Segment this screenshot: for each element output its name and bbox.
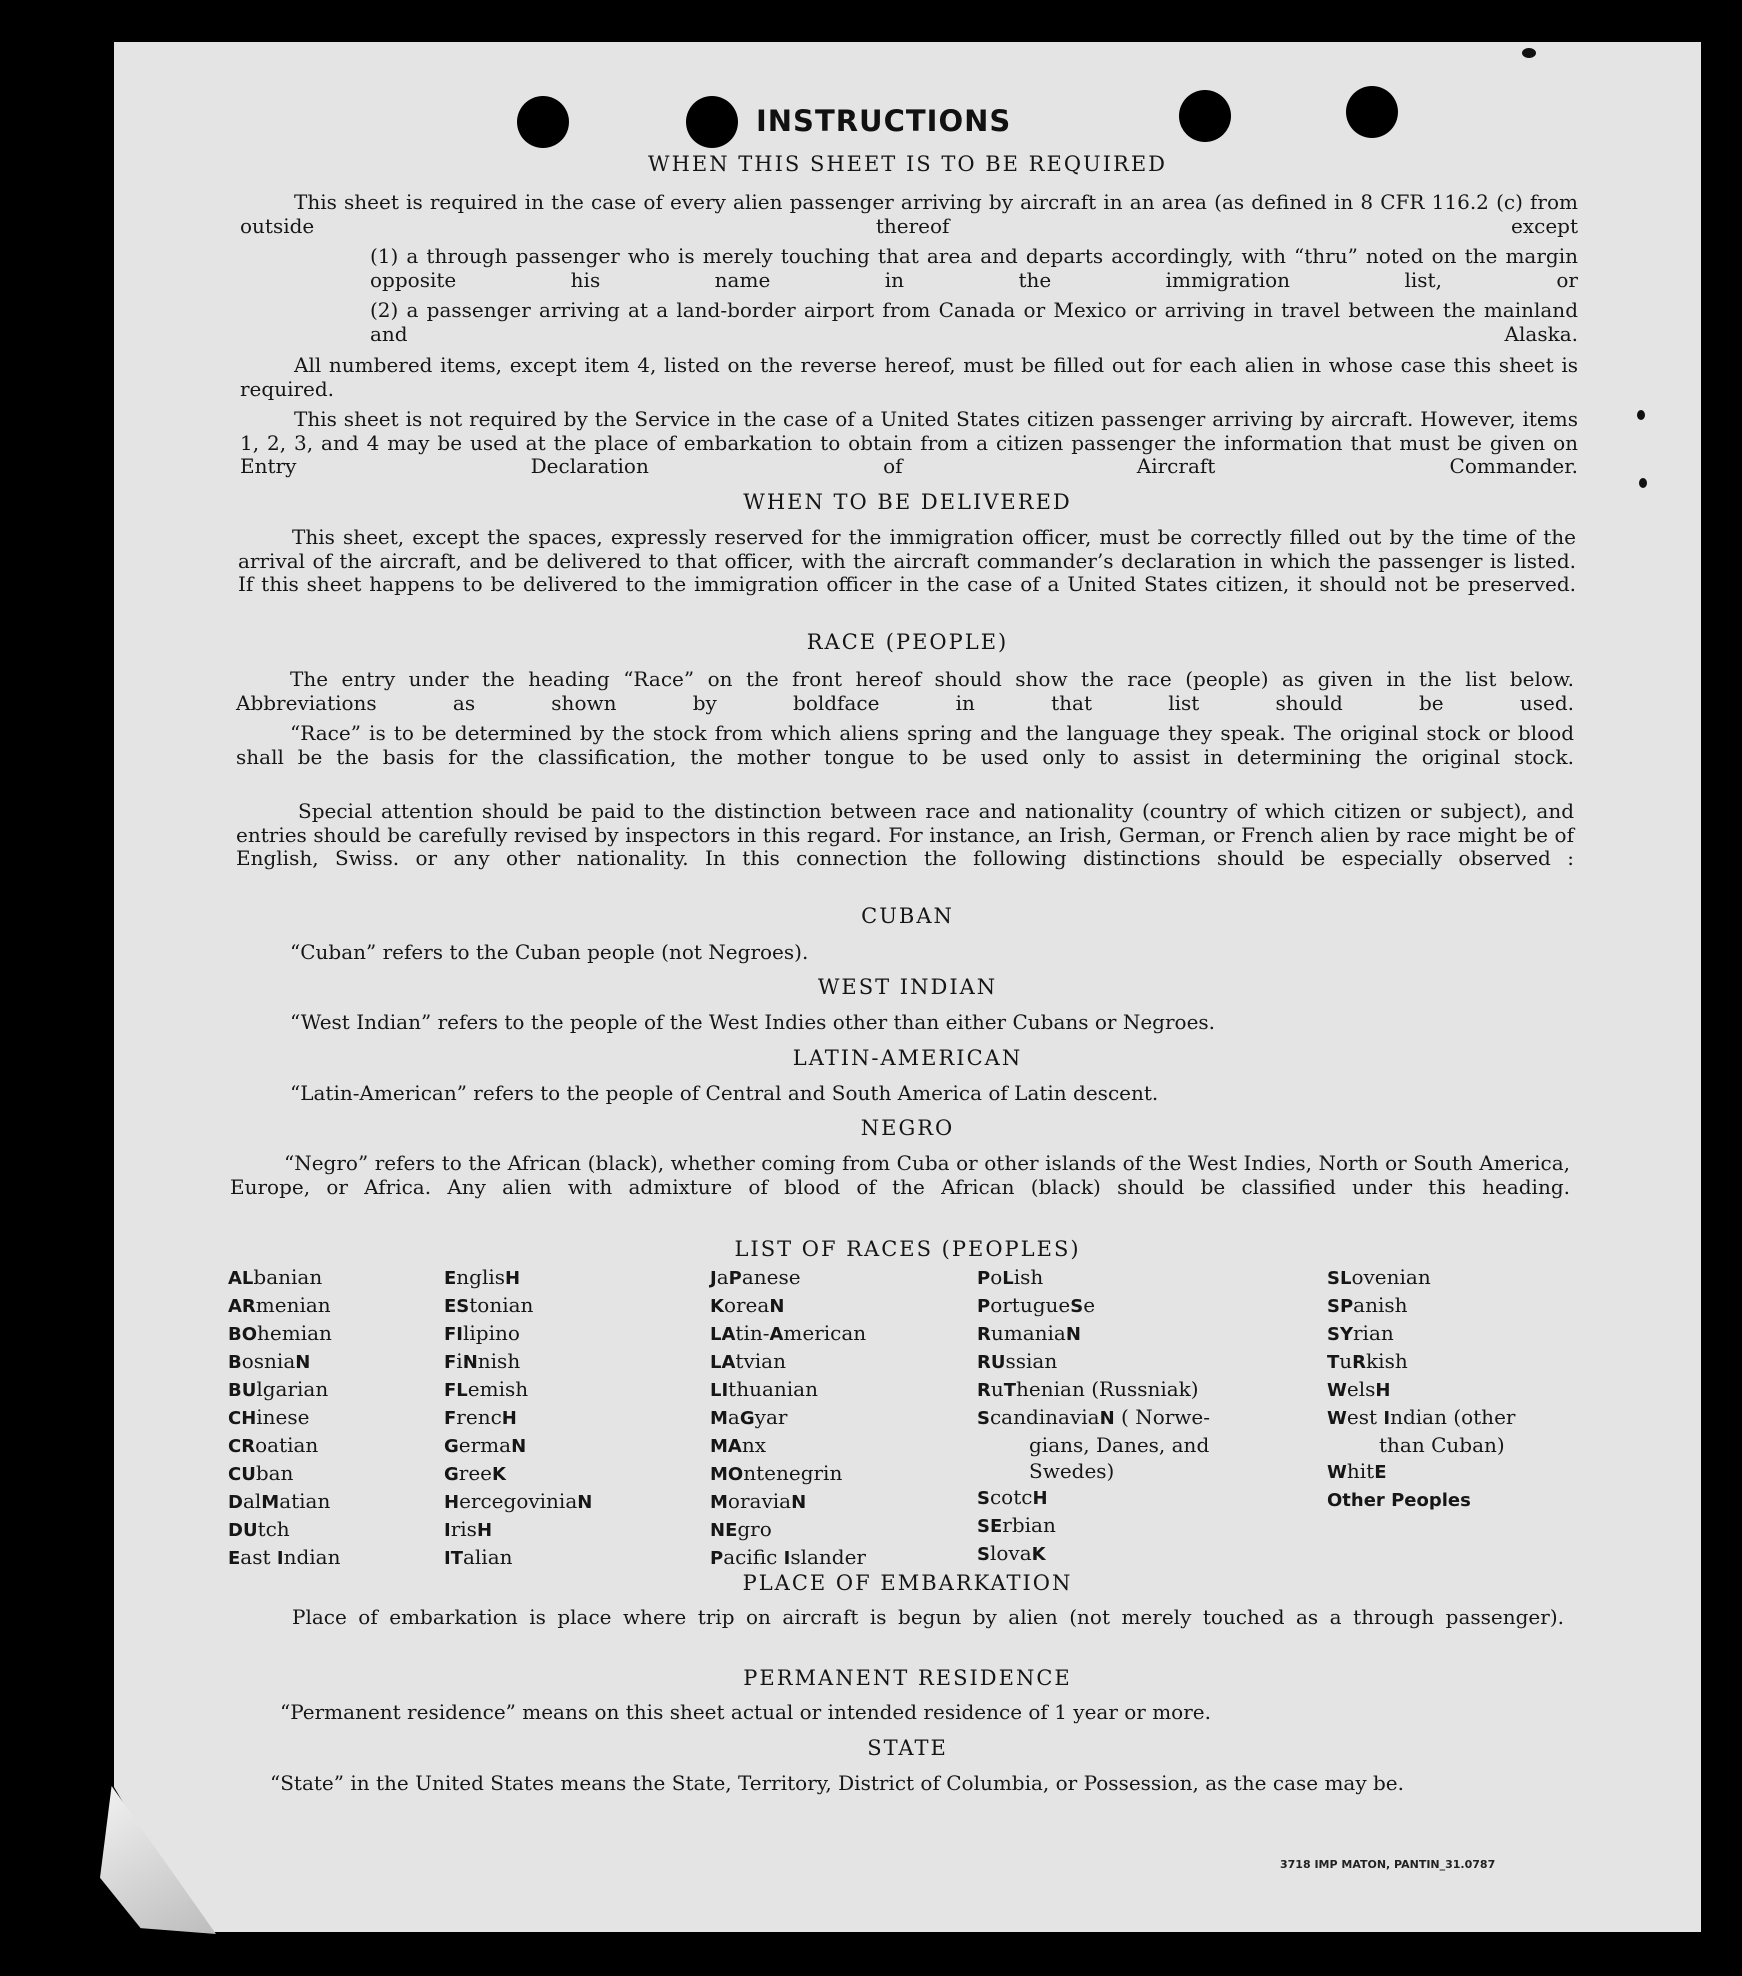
race-name-part: tvian (735, 1349, 786, 1373)
race-name-part: Swedes) (1029, 1459, 1115, 1483)
heading-permanent-residence: PERMANENT RESIDENCE (743, 1666, 1072, 1690)
race-entry (710, 1404, 866, 1432)
race-abbreviation: CU (228, 1464, 256, 1485)
race-abbreviation: G (444, 1436, 459, 1457)
race-abbreviation: D (228, 1492, 243, 1513)
race-name-part: oravia (727, 1489, 792, 1513)
race-abbreviation: CH (228, 1408, 257, 1429)
race-abbreviation: J (710, 1268, 717, 1289)
paragraph-race-entry: The entry under the heading “Race” on the front hereof should show the race (people) as given in the list below. Abbreviations as shown by boldface in that list should be used. (236, 667, 1574, 715)
race-abbreviation: P (977, 1268, 991, 1289)
race-name-part: tin- (735, 1321, 770, 1345)
race-entry (228, 1376, 340, 1404)
race-entry (977, 1404, 1210, 1432)
race-name-part: ban (255, 1461, 294, 1485)
race-abbreviation: M (261, 1492, 280, 1513)
race-abbreviation: DU (228, 1520, 258, 1541)
race-abbreviation: E (444, 1268, 457, 1289)
race-entry (977, 1292, 1210, 1320)
race-name-part: nish (477, 1349, 521, 1373)
paragraph-requirement: This sheet is required in the case of every alien passenger arriving by aircraft in an area (as defined in 8 CFR 116.2 (c) from outside thereof except (240, 190, 1578, 238)
race-entry (444, 1432, 592, 1460)
race-abbreviation: W (1327, 1380, 1347, 1401)
race-name-part: banian (253, 1265, 323, 1289)
paragraph-race-determination: “Race” is to be determined by the stock from which aliens spring and the language they speak. The original stock or blood shall be the basis for the classification, the mother tongue to be used only to assist in determining the original stock. (236, 721, 1574, 769)
race-entry (444, 1376, 592, 1404)
race-entry (444, 1264, 592, 1292)
race-abbreviation: AR (228, 1296, 256, 1317)
race-name-part: lipino (463, 1321, 520, 1345)
race-entry (228, 1320, 340, 1348)
race-entry (228, 1432, 340, 1460)
race-name-part: emish (467, 1377, 529, 1401)
race-entry (228, 1488, 340, 1516)
race-abbreviation: P (710, 1548, 724, 1569)
race-name-part: ( Norwe- (1114, 1405, 1211, 1429)
race-abbreviation: R (977, 1380, 991, 1401)
race-abbreviation: H (476, 1520, 493, 1541)
paragraph-place: Place of embarkation is place where trip on aircraft is begun by alien (not merely touched as a through passenger). (292, 1605, 1564, 1629)
race-abbreviation: N (295, 1352, 311, 1373)
race-name-part: acific (723, 1545, 784, 1569)
race-name-part: rbian (1002, 1513, 1056, 1537)
race-abbreviation: I (276, 1548, 284, 1569)
race-name-part: ndian (283, 1545, 341, 1569)
race-entry (444, 1544, 592, 1572)
race-entry (710, 1264, 866, 1292)
speck (1522, 48, 1536, 58)
heading-cuban: CUBAN (861, 904, 954, 928)
paragraph-residence: “Permanent residence” means on this sheet actual or intended residence of 1 year or more. (280, 1700, 1211, 1724)
race-name-part: erma (458, 1433, 512, 1457)
heading-west-indian: WEST INDIAN (817, 975, 998, 999)
race-entry (710, 1460, 866, 1488)
race-abbreviation: H (1375, 1380, 1391, 1401)
race-name-part: est (1346, 1405, 1384, 1429)
race-abbreviation: I (444, 1520, 451, 1541)
race-abbreviation: LI (710, 1380, 729, 1401)
race-abbreviation: P (728, 1268, 742, 1289)
race-abbreviation: CR (228, 1436, 256, 1457)
race-entry (977, 1458, 1210, 1484)
race-abbreviation: S (977, 1544, 990, 1565)
exception-item-1: (1) a through passenger who is merely touching that area and departs accordingly, with “thru” noted on the margin opposite his name in the immigration list, or (370, 244, 1578, 292)
race-name-part: yar (754, 1405, 788, 1429)
race-entry (710, 1320, 866, 1348)
race-entry (710, 1432, 866, 1460)
race-abbreviation: N (1065, 1324, 1081, 1345)
race-name-part: e (1083, 1293, 1096, 1317)
race-name-part: a (716, 1265, 729, 1289)
race-abbreviation: H (1032, 1488, 1048, 1509)
race-abbreviation: SE (977, 1516, 1003, 1537)
race-name-part: o (990, 1265, 1003, 1289)
race-name-part: ssian (1005, 1349, 1058, 1373)
race-name-part: osnia (241, 1349, 296, 1373)
race-abbreviation: LA (710, 1352, 736, 1373)
race-name-part: ris (450, 1517, 477, 1541)
race-name-part: slander (790, 1545, 866, 1569)
race-name-part: nx (741, 1433, 767, 1457)
paragraph-citizen: This sheet is not required by the Service in the case of a United States citizen passenger arriving by aircraft. However, items 1, 2, 3, and 4 may be used at the place of embarkation to obtain from a citizen passenger the information that must be given on Entry Declaration of Aircraft Commander. (240, 407, 1578, 478)
race-name-part: inese (256, 1405, 310, 1429)
race-abbreviation: FI (444, 1324, 463, 1345)
race-abbreviation: F (444, 1352, 457, 1373)
race-entry (228, 1264, 340, 1292)
paragraph-race-nationality: Special attention should be paid to the distinction between race and nationality (country of which citizen or subject), and entries should be carefully revised by inspectors in this regard. For instance, an Irish, German, or French alien by race might be of English, Swiss. or any other nationality. In this connection the following distinctions should be especially observed : (236, 799, 1574, 870)
race-entry (444, 1292, 592, 1320)
race-abbreviation: SL (1327, 1268, 1352, 1289)
race-name-part: hit (1346, 1459, 1375, 1483)
paragraph-numbered-items: All numbered items, except item 4, listed on the reverse hereof, must be filled out for each alien in whose case this sheet is required. (240, 353, 1578, 401)
race-name-part: renc (456, 1405, 502, 1429)
race-entry (1327, 1320, 1515, 1348)
race-entry (710, 1544, 866, 1572)
race-name-part: cotc (989, 1485, 1033, 1509)
race-abbreviation: M (710, 1408, 728, 1429)
race-name-part: al (242, 1489, 262, 1513)
paragraph-delivery: This sheet, except the spaces, expressly reserved for the immigration officer, must be correctly filled out by the time of the arrival of the aircraft, and be delivered to that officer, with the aircraft commander’s declaration in which the passenger is listed. If this sheet happens to be delivered to the immigration officer in the case of a United States citizen, it should not be preserved. (238, 525, 1576, 596)
race-abbreviation: N (791, 1492, 807, 1513)
race-name-part: gians, Danes, and (1029, 1433, 1210, 1457)
race-abbreviation: A (769, 1324, 784, 1345)
race-name-part: ntenegrin (743, 1461, 843, 1485)
race-abbreviation: NE (710, 1520, 738, 1541)
heading-when-required: WHEN THIS SHEET IS TO BE REQUIRED (647, 152, 1168, 176)
race-name-part: lova (989, 1541, 1032, 1565)
race-entry (977, 1432, 1210, 1458)
race-name-part: ndian (other (1390, 1405, 1516, 1429)
race-entry (444, 1320, 592, 1348)
race-entry (977, 1264, 1210, 1292)
race-name-part: gro (737, 1517, 772, 1541)
race-name-part: menian (255, 1293, 331, 1317)
race-entry (444, 1516, 592, 1544)
heading-place-of-embarkation: PLACE OF EMBARKATION (742, 1571, 1073, 1595)
race-abbreviation: G (739, 1408, 755, 1429)
races-column-3 (710, 1264, 866, 1572)
heading-race: RACE (PEOPLE) (806, 630, 1009, 654)
race-entry (444, 1460, 592, 1488)
race-name-part: kish (1366, 1349, 1408, 1373)
race-abbreviation: N (462, 1352, 478, 1373)
race-entry (228, 1348, 340, 1376)
race-entry (228, 1544, 340, 1572)
race-abbreviation: S (977, 1488, 990, 1509)
race-abbreviation: K (710, 1296, 724, 1317)
paragraph-negro: “Negro” refers to the African (black), whether coming from Cuba or other islands of the West Indies, North or South America, Europe, or Africa. Any alien with admixture of blood of the African (black) should be classified under this heading. (230, 1151, 1570, 1199)
page-title: INSTRUCTIONS (756, 104, 1012, 138)
race-name-part: hemian (257, 1321, 332, 1345)
punch-hole (686, 96, 738, 148)
race-abbreviation: FL (444, 1380, 468, 1401)
print-code: 3718 IMP MATON, PANTIN_31.0787 (1280, 1858, 1496, 1871)
race-entry (710, 1516, 866, 1544)
race-abbreviation: BO (228, 1324, 258, 1345)
heading-state: STATE (867, 1736, 948, 1760)
race-entry (1327, 1292, 1515, 1320)
race-name-part: thuanian (728, 1377, 818, 1401)
race-name-part: tonian (469, 1293, 534, 1317)
race-abbreviation: H (501, 1408, 517, 1429)
race-name-part: els (1346, 1377, 1376, 1401)
race-entry (1327, 1432, 1515, 1458)
race-abbreviation: MA (710, 1436, 742, 1457)
race-abbreviation: SP (1327, 1296, 1354, 1317)
race-name-part: oatian (255, 1433, 319, 1457)
race-entry (1327, 1264, 1515, 1292)
race-entry (977, 1484, 1210, 1512)
race-entry (228, 1292, 340, 1320)
race-abbreviation: AL (228, 1268, 254, 1289)
exception-item-2: (2) a passenger arriving at a land-border airport from Canada or Mexico or arriving in travel between the mainland and Alaska. (370, 298, 1578, 346)
race-abbreviation: K (492, 1464, 506, 1485)
race-name-part: than Cuban) (1379, 1433, 1505, 1457)
race-abbreviation: SY (1327, 1324, 1353, 1345)
race-abbreviation: BU (228, 1380, 257, 1401)
speck (1637, 410, 1645, 420)
race-abbreviation: T (1003, 1380, 1017, 1401)
race-entry (1327, 1348, 1515, 1376)
race-entry (977, 1376, 1210, 1404)
race-name-part: merican (783, 1321, 867, 1345)
punch-hole (1179, 90, 1231, 142)
paragraph-state: “State” in the United States means the State, Territory, District of Columbia, or Possession, as the case may be. (270, 1771, 1404, 1795)
race-abbreviation: E (228, 1548, 241, 1569)
speck (1639, 478, 1647, 488)
paragraph-west-indian: “West Indian” refers to the people of the West Indies other than either Cubans or Negroes. (290, 1010, 1216, 1034)
race-entry (710, 1488, 866, 1516)
race-abbreviation: I (1383, 1408, 1391, 1429)
race-name-part: rian (1353, 1321, 1394, 1345)
race-abbreviation: S (1070, 1296, 1084, 1317)
races-column-5 (1327, 1264, 1515, 1514)
race-name-part: a (727, 1405, 740, 1429)
race-abbreviation: G (444, 1464, 459, 1485)
race-abbreviation: M (710, 1492, 728, 1513)
race-abbreviation: LA (710, 1324, 736, 1345)
race-name-part: u (990, 1377, 1004, 1401)
race-name-part: tch (257, 1517, 290, 1541)
race-name-part: ovenian (1351, 1265, 1431, 1289)
race-name-part: candinavia (989, 1405, 1100, 1429)
race-abbreviation: B (228, 1352, 242, 1373)
race-abbreviation: L (1002, 1268, 1014, 1289)
race-name-part: orea (723, 1293, 770, 1317)
paragraph-cuban: “Cuban” refers to the Cuban people (not Negroes). (290, 940, 809, 964)
races-column-2 (444, 1264, 592, 1572)
race-abbreviation: T (1327, 1352, 1340, 1373)
race-name-part: henian (Russniak) (1016, 1377, 1199, 1401)
punch-hole (517, 96, 569, 148)
race-abbreviation: F (444, 1408, 457, 1429)
race-entry (1327, 1376, 1515, 1404)
race-abbreviation: H (505, 1268, 521, 1289)
races-column-4 (977, 1264, 1210, 1568)
race-name-part: atian (279, 1489, 331, 1513)
race-abbreviation: R (1352, 1352, 1367, 1373)
race-abbreviation: N (577, 1492, 593, 1513)
race-abbreviation: MO (710, 1464, 744, 1485)
race-name-part: ish (1013, 1265, 1044, 1289)
heading-negro: NEGRO (860, 1116, 955, 1140)
heading-latin-american: LATIN-AMERICAN (792, 1046, 1023, 1070)
race-entry (444, 1488, 592, 1516)
race-abbreviation: P (977, 1296, 991, 1317)
race-entry (977, 1320, 1210, 1348)
race-entry (228, 1460, 340, 1488)
race-abbreviation: N (769, 1296, 785, 1317)
race-entry (1327, 1404, 1515, 1432)
race-entry (977, 1512, 1210, 1540)
heading-when-delivered: WHEN TO BE DELIVERED (743, 490, 1072, 514)
race-name-part: anese (741, 1265, 801, 1289)
race-name-part: ree (458, 1461, 493, 1485)
race-name-part: u (1339, 1349, 1353, 1373)
race-entry (1327, 1458, 1515, 1486)
race-abbreviation: RU (977, 1352, 1006, 1373)
race-entry (710, 1292, 866, 1320)
race-entry (977, 1540, 1210, 1568)
punch-hole (1346, 86, 1398, 138)
race-name-part: lgarian (256, 1377, 329, 1401)
race-abbreviation: W (1327, 1408, 1347, 1429)
paragraph-latin-american: “Latin-American” refers to the people of Central and South America of Latin descent. (290, 1081, 1159, 1105)
race-name-part: ast (240, 1545, 277, 1569)
race-abbreviation: N (511, 1436, 527, 1457)
race-name-part: umania (990, 1321, 1066, 1345)
race-entry (977, 1348, 1210, 1376)
race-abbreviation: Other Peoples (1327, 1490, 1471, 1511)
race-entry (710, 1348, 866, 1376)
race-entry (710, 1376, 866, 1404)
race-entry (228, 1516, 340, 1544)
race-name-part: ortugue (990, 1293, 1071, 1317)
race-abbreviation: E (1374, 1462, 1387, 1483)
race-abbreviation: IT (444, 1548, 463, 1569)
race-abbreviation: N (1099, 1408, 1115, 1429)
race-abbreviation: H (444, 1492, 460, 1513)
race-name-part: anish (1353, 1293, 1408, 1317)
race-name-part: alian (462, 1545, 513, 1569)
race-abbreviation: S (977, 1408, 990, 1429)
race-abbreviation: W (1327, 1462, 1347, 1483)
race-entry (1327, 1486, 1515, 1514)
race-abbreviation: I (783, 1548, 791, 1569)
race-abbreviation: R (977, 1324, 991, 1345)
race-name-part: i (456, 1349, 463, 1373)
heading-list-of-races: LIST OF RACES (PEOPLES) (734, 1237, 1081, 1261)
race-name-part: nglis (456, 1265, 506, 1289)
race-entry (228, 1404, 340, 1432)
race-name-part: ercegovinia (459, 1489, 578, 1513)
race-abbreviation: K (1031, 1544, 1046, 1565)
race-abbreviation: ES (444, 1296, 470, 1317)
race-entry (444, 1348, 592, 1376)
race-entry (444, 1404, 592, 1432)
races-column-1 (228, 1264, 340, 1572)
